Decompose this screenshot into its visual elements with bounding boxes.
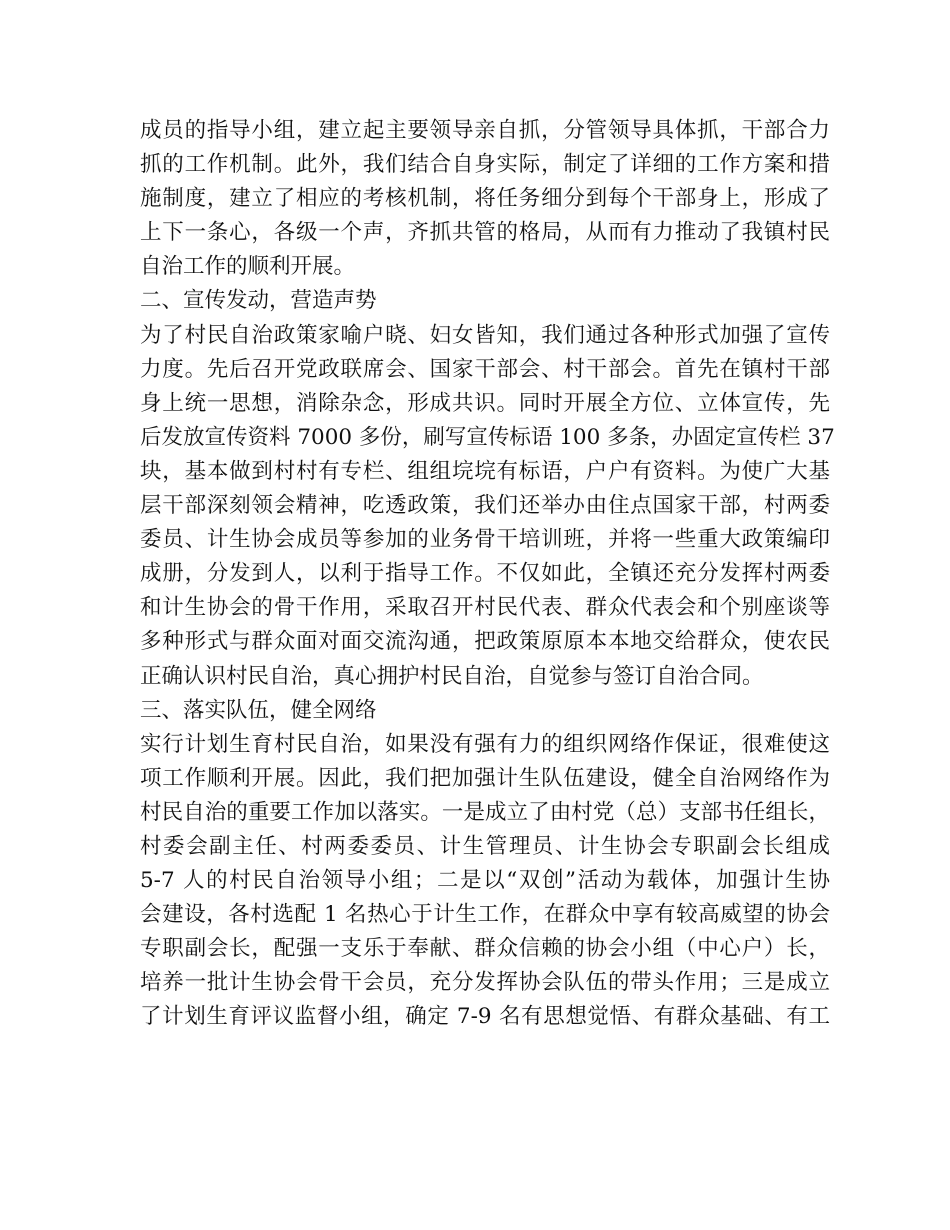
text-line: 多种形式与群众面对面交流沟通，把政策原原本本地交给群众，使农民 <box>140 629 830 655</box>
text-line: 施制度，建立了相应的考核机制，将任务细分到每个干部身上，形成了 <box>140 186 830 212</box>
text-line: 村委会副主任、村两委委员、计生管理员、计生协会专职副会长组成 <box>140 833 830 859</box>
text-line: 实行计划生育村民自治，如果没有强有力的组织网络作保证，很难使这 <box>140 731 830 757</box>
text-line: 会建设，各村选配 1 名热心于计生工作，在群众中享有较高威望的协会 <box>140 902 830 928</box>
text-line: 层干部深刻领会精神，吃透政策，我们还举办由住点国家干部，村两委 <box>140 493 830 519</box>
text-line: 力度。先后召开党政联席会、国家干部会、村干部会。首先在镇村干部 <box>140 356 830 382</box>
text-line: 培养一批计生协会骨干会员，充分发挥协会队伍的带头作用；三是成立 <box>140 970 830 996</box>
text-line: 正确认识村民自治，真心拥护村民自治，自觉参与签订自治合同。 <box>140 663 764 689</box>
text-line: 村民自治的重要工作加以落实。一是成立了由村党（总）支部书任组长， <box>140 799 830 825</box>
text-line: 自治工作的顺利开展。 <box>140 254 356 280</box>
text-line: 二、宣传发动，营造声势 <box>140 288 377 314</box>
text-line: 块，基本做到村村有专栏、组组垸垸有标语，户户有资料。为使广大基 <box>140 458 830 484</box>
text-line: 为了村民自治政策家喻户晓、妇女皆知，我们通过各种形式加强了宣传 <box>140 322 830 348</box>
text-line: 委员、计生协会成员等参加的业务骨干培训班，并将一些重大政策编印 <box>140 527 830 553</box>
text-line: 身上统一思想，消除杂念，形成共识。同时开展全方位、立体宣传，先 <box>140 390 830 416</box>
text-line: 了计划生育评议监督小组，确定 7-9 名有思想觉悟、有群众基础、有工 <box>140 1004 830 1030</box>
body-text <box>140 114 835 1035</box>
text-line: 项工作顺利开展。因此，我们把加强计生队伍建设，健全自治网络作为 <box>140 765 830 791</box>
text-line: 成员的指导小组，建立起主要领导亲自抓，分管领导具体抓，干部合力 <box>140 118 830 143</box>
text-line: 后发放宣传资料 7000 多份，刷写宣传标语 100 多条，办固定宣传栏 37 <box>140 424 835 450</box>
text-line: 抓的工作机制。此外，我们结合自身实际，制定了详细的工作方案和措 <box>140 152 830 178</box>
text-line: 上下一条心，各级一个声，齐抓共管的格局，从而有力推动了我镇村民 <box>140 220 830 246</box>
text-line: 专职副会长，配强一支乐于奉献、群众信赖的协会小组（中心户）长， <box>140 936 830 962</box>
text-line: 三、落实队伍，健全网络 <box>140 697 377 723</box>
text-line: 成册，分发到人，以利于指导工作。不仅如此，全镇还充分发挥村两委 <box>140 561 830 587</box>
text-line: 和计生协会的骨干作用，采取召开村民代表、群众代表会和个别座谈等 <box>140 595 830 621</box>
text-line: 5-7 人的村民自治领导小组；二是以“双创”活动为载体，加强计生协 <box>140 868 830 894</box>
